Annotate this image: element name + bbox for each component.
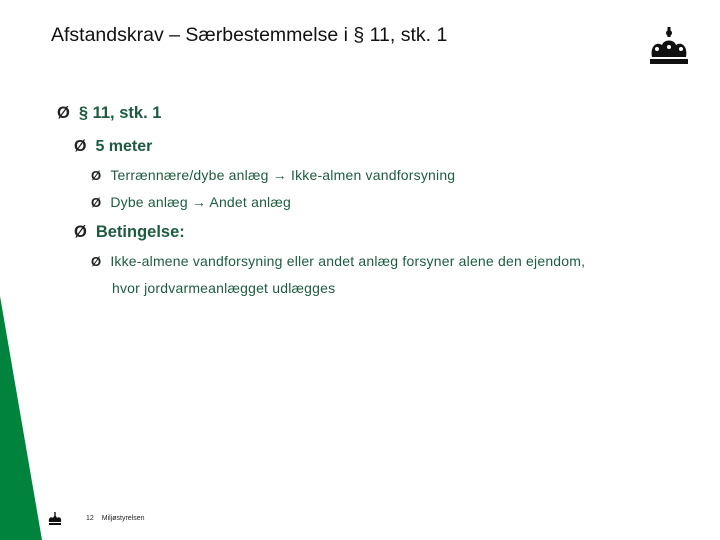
- bullet-item: [57, 104, 161, 123]
- bullet-arrow-icon: Ø: [91, 168, 102, 183]
- bullet-text: Terrænnære/dybe anlæg → Ikke-almen vandforsyning: [110, 167, 456, 183]
- bullet-text: Dybe anlæg → Andet anlæg: [110, 194, 292, 210]
- bullet-item: [91, 194, 291, 210]
- bullet-text: § 11, stk. 1: [78, 104, 162, 122]
- footer-crown-icon: [47, 511, 63, 527]
- bullet-arrow-icon: Ø: [57, 104, 70, 122]
- bullet-arrow-icon: Ø: [91, 195, 102, 210]
- bullet-item: [74, 138, 152, 156]
- bullet-item: [91, 253, 585, 269]
- page-number: 12: [86, 515, 94, 522]
- bullet-text: Betingelse:: [95, 223, 185, 241]
- slide-title: Afstandskrav – Særbestemmelse i § 11, stk. 1: [51, 24, 448, 46]
- bullet-arrow-icon: Ø: [74, 138, 87, 155]
- bullet-arrow-icon: Ø: [74, 223, 87, 241]
- bullet-item: [91, 167, 455, 183]
- bullet-item: [74, 223, 185, 242]
- footer: [86, 515, 151, 522]
- footer-org: Miljøstyrelsen: [101, 515, 145, 522]
- bullet-text: 5 meter: [95, 138, 153, 155]
- bullet-continuation: hvor jordvarmeanlægget udlægges: [112, 280, 336, 296]
- bullet-arrow-icon: Ø: [91, 254, 102, 269]
- bullet-text: Ikke-almene vandforsyning eller andet anlæg forsyner alene den ejendom,: [110, 253, 586, 269]
